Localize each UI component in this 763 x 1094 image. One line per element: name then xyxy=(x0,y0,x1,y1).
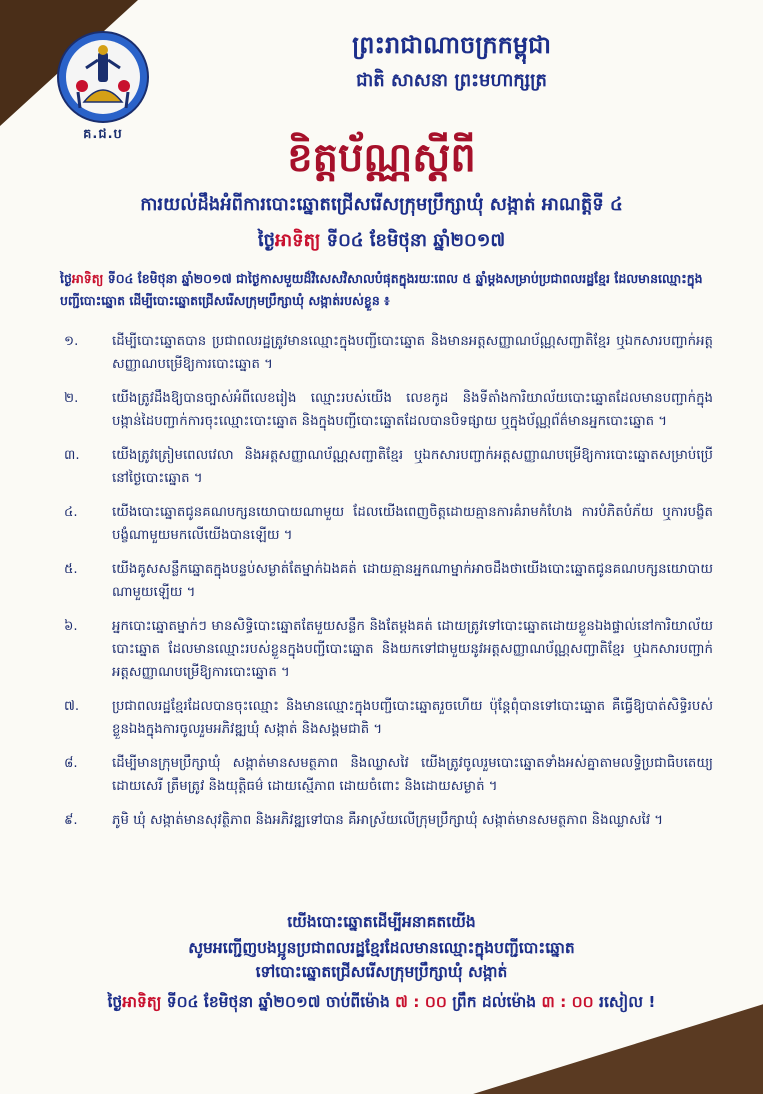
list-item xyxy=(64,809,713,832)
list-item xyxy=(64,695,713,741)
item-number: ៤. xyxy=(64,505,78,520)
item-text: យើងបោះឆ្នោតជូនគណបក្សនយោបាយណាមួយ ដែលយើងពេញចិត្តដោយគ្មានការគំរាមកំហែង ការបំភិតបំភ័យ ឬការបង្ខិតបង្ខំណាមួយមកលើយើងបានឡើយ ។ xyxy=(112,505,713,543)
intro-date: ទី០៤ ខែមិថុនា ឆ្នាំ២០១៧ xyxy=(103,271,232,286)
footer-invitation: សូមអញ្ជើញបងប្អូនប្រជាពលរដ្ឋខ្មែរដែលមានឈ្មោះក្នុងបញ្ជីបោះឆ្នោត xyxy=(188,939,575,957)
kingdom-title: ព្រះរាជាណាចក្រកម្ពុជា xyxy=(352,31,551,59)
schedule-from: ចាប់ពីម៉ោង xyxy=(325,993,390,1011)
intro-paragraph xyxy=(60,268,711,312)
item-number: ៩. xyxy=(64,813,78,828)
item-text: យើងគូសសន្លឹកឆ្នោតក្នុងបន្ទប់សម្ងាត់តែម្នាក់ឯងគត់ ដោយគ្មានអ្នកណាម្នាក់អាចដឹងថាយើងបោះឆ្នោតជូនគណបក្សនយោបាយណាមួយឡើយ ។ xyxy=(112,562,713,600)
intro-day: អាទិត្យ xyxy=(71,271,104,286)
leaflet-title: ខិត្តប័ណ្ណស្តីពី xyxy=(287,135,476,181)
guideline-list xyxy=(64,330,713,843)
election-date xyxy=(0,228,763,255)
item-text: ប្រជាពលរដ្ឋខ្មែរដែលបានចុះឈ្មោះ និងមានឈ្មោះក្នុងបញ្ជីបោះឆ្នោតរួចហើយ ប៉ុន្តែពុំបានទៅបោះឆ្នោត គឺធ្វើឱ្យបាត់សិទ្ធិរបស់ខ្លួនឯងក្នុងការចូលរួមអភិវឌ្ឍឃុំ សង្កាត់ និងសង្គមជាតិ ។ xyxy=(112,699,713,737)
item-text: យើងត្រូវដឹងឱ្យបានច្បាស់អំពីលេខរៀង ឈ្មោះរបស់យើង លេខកូដ និងទីតាំងការិយាល័យបោះឆ្នោតដែលមានបញ្ជាក់ក្នុងបង្កាន់ដៃបញ្ជាក់ការចុះឈ្មោះបោះឆ្នោត និងក្នុងបញ្ជីបោះឆ្នោតដែលបានបិទផ្សាយ ឬក្នុងប័ណ្ណព័ត៌មានអ្នកបោះឆ្នោត ។ xyxy=(112,391,713,429)
schedule-to: ដល់ម៉ោង xyxy=(476,993,537,1011)
schedule-morning: ព្រឹក xyxy=(452,993,477,1011)
schedule-end-time: ៣ : ០០ xyxy=(536,993,600,1011)
item-text: ភូមិ ឃុំ សង្កាត់មានសុវត្ថិភាព និងអភិវឌ្ឍទៅបាន គឺអាស្រ័យលើក្រុមប្រឹក្សាឃុំ សង្កាត់មានសមត្ថភាព និងឈ្លាសវៃ ។ xyxy=(112,813,664,828)
schedule-day: អាទិត្យ xyxy=(122,993,162,1011)
item-text: ដើម្បីមានក្រុមប្រឹក្សាឃុំ សង្កាត់មានសមត្ថភាព និងឈ្លាសវៃ យើងត្រូវចូលរួមបោះឆ្នោតទាំងអស់គ្នាតាមលទ្ធិប្រជាធិបតេយ្យ ដោយសេរី ត្រឹមត្រូវ និងយុត្តិធម៌ ដោយស្មើភាព ដោយចំពោះ និងដោយសម្ងាត់ ។ xyxy=(112,756,713,794)
logo-code: គ.ជ.ប xyxy=(83,127,123,142)
date-day: អាទិត្យ xyxy=(275,230,321,251)
schedule-date: ទី០៤ ខែមិថុនា ឆ្នាំ២០១៧ xyxy=(161,993,326,1011)
nec-logo xyxy=(56,30,150,145)
item-number: ២. xyxy=(64,391,79,406)
footer-call-to-vote: ទៅបោះឆ្នោតជ្រើសរើសក្រុមប្រឹក្សាឃុំ សង្កាត់ xyxy=(255,963,508,981)
schedule-afternoon: រសៀល ! xyxy=(599,993,656,1011)
list-item xyxy=(64,501,713,547)
item-text: អ្នកបោះឆ្នោតម្នាក់ៗ មានសិទ្ធិបោះឆ្នោតតែមួយសន្លឹក និងតែម្តងគត់ ដោយត្រូវទៅបោះឆ្នោតដោយខ្លួនឯងផ្ទាល់នៅការិយាល័យបោះឆ្នោត ដែលមានឈ្មោះរបស់ខ្លួនក្នុងបញ្ជីបោះឆ្នោត និងយកទៅជាមួយនូវអត្តសញ្ញាណប័ណ្ណសញ្ជាតិខ្មែរ ឬឯកសារបញ្ជាក់អត្តសញ្ញាណបម្រើឱ្យការបោះឆ្នោត ។ xyxy=(112,619,713,680)
footer-schedule xyxy=(20,992,743,1015)
date-rest: ទី០៤ ខែមិថុនា ឆ្នាំ២០១៧ xyxy=(320,230,506,251)
intro-text: ជាថ្ងៃកាសមួយដ៏វិសេសវិសាលបំផុតក្នុងរយៈពេល ៥ ឆ្នាំម្តងសម្រាប់ប្រជាពលរដ្ឋខ្មែរ ដែលមានឈ្មោះក្នុងបញ្ជីបោះឆ្នោត ដើម្បីបោះឆ្នោតជ្រើសរើសក្រុមប្រឹក្សាឃុំ សង្កាត់របស់ខ្លួន ៖ xyxy=(60,271,703,308)
intro-prefix: ថ្ងៃ xyxy=(60,271,72,286)
item-number: ៥. xyxy=(64,562,78,577)
list-item xyxy=(64,387,713,433)
schedule-prefix: ថ្ងៃ xyxy=(107,993,123,1011)
schedule-start-time: ៧ : ០០ xyxy=(389,993,453,1011)
list-item xyxy=(64,615,713,684)
leaflet-subtitle: ការយល់ដឹងអំពីការបោះឆ្នោតជ្រើសរើសក្រុមប្រឹក្សាឃុំ សង្កាត់ អាណត្តិទី ៤ xyxy=(140,194,623,215)
item-number: ៨. xyxy=(64,756,78,771)
nec-emblem-icon xyxy=(56,30,150,124)
list-item xyxy=(64,444,713,490)
item-number: ៣. xyxy=(64,448,80,463)
item-number: ៧. xyxy=(64,699,80,714)
item-text: យើងត្រូវត្រៀមពេលវេលា និងអត្តសញ្ញាណប័ណ្ណសញ្ជាតិខ្មែរ ឬឯកសារបញ្ជាក់អត្តសញ្ញាណបម្រើឱ្យការបោះឆ្នោតសម្រាប់ប្រើនៅថ្ងៃបោះឆ្នោត ។ xyxy=(112,448,713,486)
item-text: ដើម្បីបោះឆ្នោតបាន ប្រជាពលរដ្ឋត្រូវមានឈ្មោះក្នុងបញ្ជីបោះឆ្នោត និងមានអត្តសញ្ញាណប័ណ្ណសញ្ជាតិខ្មែរ ឬឯកសារបញ្ជាក់អត្តសញ្ញាណបម្រើឱ្យការបោះឆ្នោត ។ xyxy=(112,334,713,372)
list-item xyxy=(64,330,713,376)
national-motto: ជាតិ សាសនា ព្រះមហាក្សត្រ xyxy=(356,70,547,91)
date-prefix: ថ្ងៃ xyxy=(257,230,276,251)
list-item xyxy=(64,752,713,798)
list-item xyxy=(64,558,713,604)
item-number: ៦. xyxy=(64,619,78,634)
item-number: ១. xyxy=(64,334,79,349)
footer-slogan: យើងបោះឆ្នោតដើម្បីអនាគតយើង xyxy=(287,913,476,931)
